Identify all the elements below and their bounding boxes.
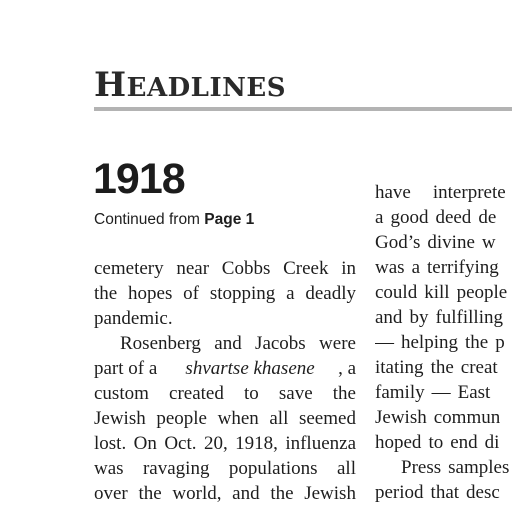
section-header-rest: EADLINES	[126, 73, 286, 103]
body-word: Jewish	[375, 407, 427, 428]
body-line	[94, 281, 356, 306]
body-word: seemed	[298, 408, 356, 429]
continued-prefix: Continued from	[94, 211, 205, 228]
body-word: near	[176, 258, 210, 279]
body-line	[94, 406, 356, 431]
body-word: custom	[94, 383, 149, 404]
body-word: family	[375, 382, 425, 403]
continued-page-link: Page 1	[204, 211, 255, 228]
body-word: w	[481, 232, 496, 253]
body-word: the	[138, 483, 162, 504]
body-word: the	[270, 483, 294, 504]
body-word: when	[217, 408, 259, 429]
body-word: were	[319, 333, 356, 354]
body-line	[375, 255, 512, 280]
body-word: —	[375, 332, 394, 353]
body-word: that	[430, 482, 460, 503]
body-line	[94, 331, 356, 356]
body-word: hoped	[375, 432, 422, 453]
body-word: Jewish	[94, 408, 146, 429]
body-word: 1918,	[235, 433, 278, 454]
body-word: de	[478, 207, 497, 228]
body-word: East	[457, 382, 491, 403]
body-line	[375, 280, 512, 305]
section-header-initial: H	[94, 65, 127, 105]
body-word: kill	[424, 282, 450, 303]
body-word: end	[450, 432, 478, 453]
body-line	[94, 381, 356, 406]
body-word: di	[484, 432, 500, 453]
body-line	[94, 431, 356, 456]
body-line	[94, 481, 356, 506]
body-line	[375, 330, 512, 355]
body-word: fulfilling	[435, 307, 503, 328]
body-word: by	[409, 307, 429, 328]
body-word: the	[332, 383, 356, 404]
body-word: and	[375, 307, 403, 328]
body-word: helping	[401, 332, 458, 353]
body-word: —	[431, 382, 451, 403]
body-word: hopes	[128, 283, 173, 304]
section-divider	[94, 107, 512, 111]
body-line	[375, 455, 512, 480]
body-line	[375, 405, 512, 430]
body-word: Creek	[283, 258, 329, 279]
body-word: created	[169, 383, 224, 404]
body-word: samples	[448, 457, 510, 478]
body-word: interprete	[432, 182, 506, 203]
body-word: divine	[427, 232, 475, 253]
body-word: desc	[466, 482, 500, 503]
body-word: over	[94, 483, 128, 504]
body-word: world,	[172, 483, 222, 504]
body-word: people	[456, 282, 508, 303]
body-word: deed	[435, 207, 472, 228]
body-word: save	[278, 383, 313, 404]
body-word: was	[94, 458, 124, 479]
body-word: Cobbs	[221, 258, 271, 279]
body-word: Rosenberg	[120, 333, 201, 354]
body-word: Press	[401, 457, 442, 478]
body-line	[375, 205, 512, 230]
body-word: to	[428, 432, 444, 453]
body-word: and	[232, 483, 260, 504]
body-word: all	[336, 458, 356, 479]
body-word: the	[94, 283, 118, 304]
left-column	[94, 256, 356, 506]
body-word: On	[133, 433, 157, 454]
body-word: good	[390, 207, 429, 228]
body-word: and	[214, 333, 242, 354]
body-line: pandemic.	[94, 308, 173, 329]
body-word: populations	[228, 458, 318, 479]
body-word: God’s	[375, 232, 421, 253]
body-word: terrifying	[427, 257, 499, 278]
body-line	[375, 480, 512, 505]
body-word: to	[243, 383, 259, 404]
yiddish-term: shvartse khasene	[185, 358, 315, 379]
body-word: period	[375, 482, 424, 503]
body-line	[375, 305, 512, 330]
body-word: could	[375, 282, 418, 303]
body-line	[375, 230, 512, 255]
body-line	[375, 180, 512, 205]
article-headline: 1918	[93, 155, 185, 203]
body-text: , a	[338, 358, 356, 379]
body-line	[375, 355, 512, 380]
body-word: cemetery	[94, 258, 164, 279]
body-word: creat	[460, 357, 498, 378]
body-text: part of a	[94, 358, 163, 379]
body-word: of	[183, 283, 199, 304]
body-line	[375, 380, 512, 405]
body-line	[94, 456, 356, 481]
body-word: commun	[433, 407, 501, 428]
body-word: Jacobs	[255, 333, 306, 354]
body-word: stopping	[209, 283, 276, 304]
body-word: the	[430, 357, 454, 378]
body-word: lost.	[94, 433, 127, 454]
body-word: Oct.	[164, 433, 197, 454]
body-word: was	[375, 257, 405, 278]
body-word: Jewish	[304, 483, 356, 504]
right-column	[375, 180, 512, 505]
section-header	[94, 65, 286, 105]
body-word: a	[411, 257, 420, 278]
body-line	[94, 356, 356, 381]
body-line	[94, 256, 356, 281]
body-word: a	[286, 283, 295, 304]
body-word: 20,	[203, 433, 228, 454]
body-word: a	[375, 207, 384, 228]
body-word: all	[269, 408, 289, 429]
body-word: p	[495, 332, 505, 353]
body-word: deadly	[305, 283, 356, 304]
body-word: ravaging	[142, 458, 210, 479]
body-word: itating	[375, 357, 424, 378]
body-word: the	[465, 332, 489, 353]
body-line	[375, 430, 512, 455]
body-word: people	[156, 408, 207, 429]
body-word: influenza	[285, 433, 356, 454]
body-word: in	[341, 258, 356, 279]
continued-from-note	[94, 211, 254, 229]
body-word: have	[375, 182, 411, 203]
